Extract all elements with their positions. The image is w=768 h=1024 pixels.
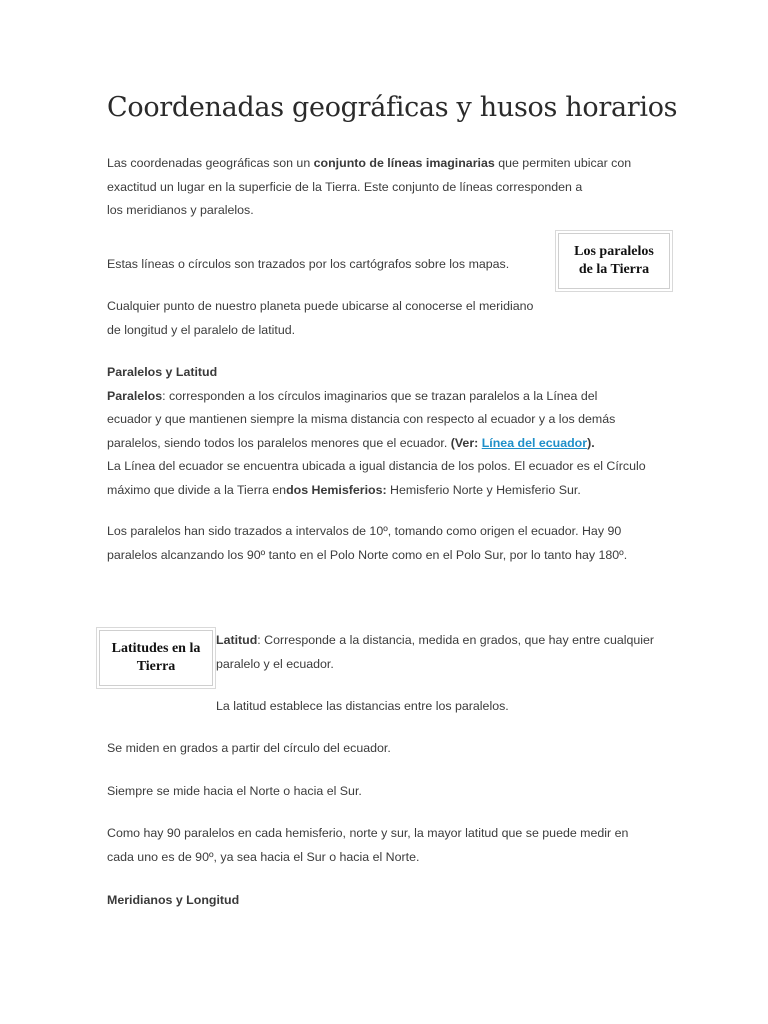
latitud-distances-paragraph xyxy=(216,695,716,719)
paralelos-text: Hemisferio Norte y Hemisferio Sur. xyxy=(386,482,581,497)
meridianos-section xyxy=(107,889,667,913)
intro-bold-term: conjunto de líneas imaginarias xyxy=(313,156,495,170)
paralelos-text: paralelos, siendo todos los paralelos menores que el ecuador. xyxy=(107,435,451,450)
intervals-line-1: Los paralelos han sido trazados a intervalos de 10º, tomando como origen el ecuador. Hay 90 xyxy=(107,524,622,538)
heading-paralelos-latitud: Paralelos y Latitud xyxy=(107,365,218,379)
measured-paragraph xyxy=(107,737,667,761)
point-paragraph xyxy=(107,295,667,342)
paralelos-line-4: La Línea del ecuador se encuentra ubicada a igual distancia de los polos. El ecuador es el Círculo xyxy=(107,459,646,473)
lines-text: Estas líneas o círculos son trazados por los cartógrafos sobre los mapas. xyxy=(107,257,510,271)
see-label: (Ver: xyxy=(450,435,482,450)
intro-line-1 xyxy=(107,152,667,176)
point-line-1: Cualquier punto de nuestro planeta puede ubicarse al conocerse el meridiano xyxy=(107,299,534,313)
intro-paragraph xyxy=(107,152,667,223)
caption-paralelos-line-2: de la Tierra xyxy=(578,262,650,277)
paralelos-line-2: ecuador y que mantienen siempre la misma distancia con respecto al ecuador y a los demás xyxy=(107,412,616,426)
see-close: ). xyxy=(587,435,595,450)
latitud-paragraph xyxy=(216,629,716,676)
latitud-term: Latitud xyxy=(216,633,258,647)
caption-paralelos-line-1: Los paralelos xyxy=(574,244,654,259)
paralelos-line-1 xyxy=(107,385,667,409)
always-paragraph xyxy=(107,780,667,804)
max-latitude-paragraph xyxy=(107,822,667,869)
latitud-text: : Corresponde a la distancia, medida en grados, que hay entre cualquier xyxy=(257,633,655,647)
page-title: Coordenadas geográficas y husos horarios xyxy=(107,92,678,123)
linea-ecuador-link[interactable]: Línea del ecuador xyxy=(481,435,588,450)
latitud-line-2: paralelo y el ecuador. xyxy=(216,656,334,671)
paralelos-text: : corresponden a los círculos imaginarios que se trazan paralelos a la Línea del xyxy=(162,388,598,403)
max-latitude-line-2: cada uno es de 90º, ya sea hacia el Sur o hacia el Norte. xyxy=(107,849,420,864)
intro-text: Las coordenadas geográficas son un xyxy=(107,156,314,170)
intro-text: que permiten ubicar con xyxy=(494,156,632,170)
measured-text: Se miden en grados a partir del círculo del ecuador. xyxy=(107,741,391,755)
intro-line-2: exactitud un lugar en la superficie de la Tierra. Este conjunto de líneas corresponden a xyxy=(107,179,583,194)
point-line-2: de longitud y el paralelo de latitud. xyxy=(107,322,296,337)
paralelos-term: Paralelos xyxy=(107,388,163,403)
latitud-distances-text: La latitud establece las distancias entre los paralelos. xyxy=(216,699,509,713)
caption-latitudes-line-1: Latitudes en la xyxy=(111,641,201,656)
caption-latitudes-box xyxy=(99,630,213,686)
paralelos-section xyxy=(107,361,667,502)
heading-meridianos-longitud: Meridianos y Longitud xyxy=(107,893,240,907)
always-text: Siempre se mide hacia el Norte o hacia el Sur. xyxy=(107,784,362,798)
latitud-line-1 xyxy=(216,629,716,653)
paralelos-line-5 xyxy=(107,479,667,503)
intervals-line-2: paralelos alcanzando los 90º tanto en el Polo Norte como en el Polo Sur, por lo tanto hay 180º. xyxy=(107,547,628,562)
intro-line-3: los meridianos y paralelos. xyxy=(107,203,254,217)
max-latitude-line-1: Como hay 90 paralelos en cada hemisferio, norte y sur, la mayor latitud que se puede medir en xyxy=(107,826,629,840)
intervals-paragraph xyxy=(107,520,667,567)
caption-latitudes-line-2: Tierra xyxy=(136,659,176,674)
caption-paralelos-box xyxy=(558,233,670,289)
hemisferios-term: dos Hemisferios: xyxy=(286,482,387,497)
paralelos-line-3 xyxy=(107,432,667,456)
paralelos-text: máximo que divide a la Tierra en xyxy=(107,482,287,497)
